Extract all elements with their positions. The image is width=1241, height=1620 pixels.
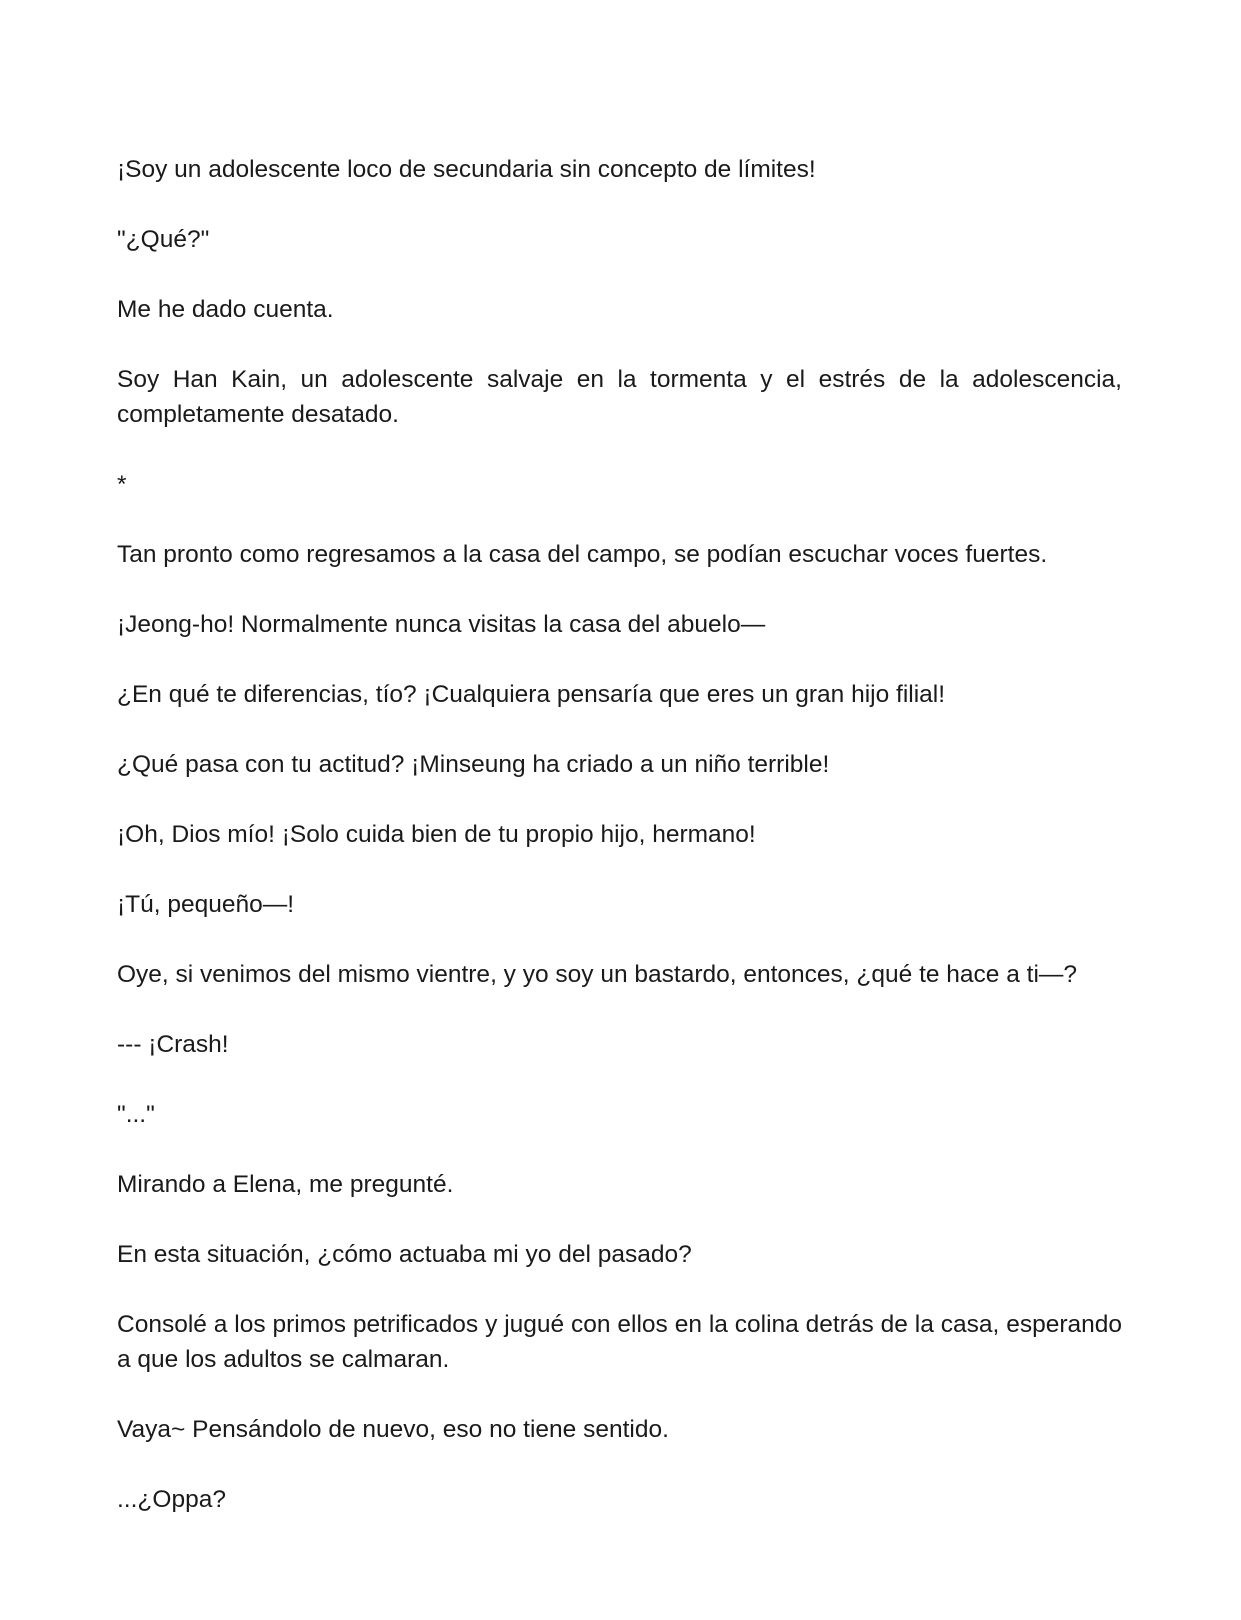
paragraph: ¡Soy un adolescente loco de secundaria sin concepto de límites! <box>117 156 816 183</box>
paragraph: Mirando a Elena, me pregunté. <box>117 1171 454 1198</box>
scene-break: * <box>117 471 127 498</box>
paragraph: Oye, si venimos del mismo vientre, y yo soy un bastardo, entonces, ¿qué te hace a ti—? <box>117 961 1078 988</box>
paragraph: ...¿Oppa? <box>117 1486 226 1513</box>
paragraph: En esta situación, ¿cómo actuaba mi yo del pasado? <box>117 1241 692 1268</box>
paragraph: ¡Oh, Dios mío! ¡Solo cuida bien de tu propio hijo, hermano! <box>117 821 756 848</box>
paragraph: ¿Qué pasa con tu actitud? ¡Minseung ha criado a un niño terrible! <box>117 751 830 778</box>
paragraph: Tan pronto como regresamos a la casa del campo, se podían escuchar voces fuertes. <box>117 541 1048 568</box>
paragraph: ¡Tú, pequeño—! <box>117 891 295 918</box>
paragraph: Vaya~ Pensándolo de nuevo, eso no tiene sentido. <box>117 1416 669 1443</box>
paragraph: Soy Han Kain, un adolescente salvaje en la tormenta y el estrés de la adolescencia, completamente desatado. <box>117 366 1122 428</box>
paragraph: Me he dado cuenta. <box>117 296 334 323</box>
paragraph: "..." <box>117 1101 155 1128</box>
document-body <box>117 152 1122 1517</box>
paragraph: ¡Jeong-ho! Normalmente nunca visitas la casa del abuelo— <box>117 611 766 638</box>
paragraph: --- ¡Crash! <box>117 1031 229 1058</box>
paragraph: "¿Qué?" <box>117 226 210 253</box>
paragraph: ¿En qué te diferencias, tío? ¡Cualquiera pensaría que eres un gran hijo filial! <box>117 681 946 708</box>
paragraph: Consolé a los primos petrificados y jugué con ellos en la colina detrás de la casa, esperando a que los adultos se calmaran. <box>117 1311 1122 1373</box>
